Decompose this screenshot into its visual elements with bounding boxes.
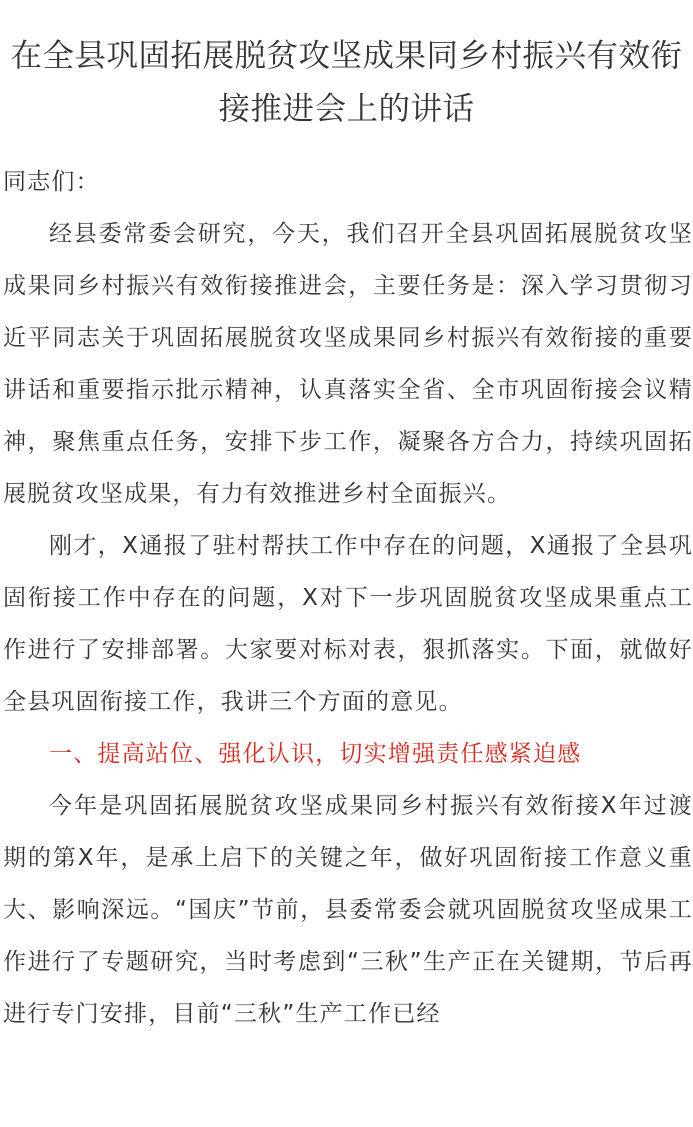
greeting: 同志们：: [3, 169, 100, 195]
section-heading: 一、提高站位、强化认识，切实增强责任感紧迫感: [49, 741, 582, 767]
speech-body: [0, 156, 693, 1040]
paragraph-intro: 经县委常委会研究，今天，我们召开全县巩固拓展脱贫攻坚成果同乡村振兴有效衔接推进会，主要任务是：深入学习贯彻习近平同志关于巩固拓展脱贫攻坚成果同乡村振兴有效衔接的重要讲话和重要指示批示精神，认真落实全省、全市巩固衔接会议精神，聚焦重点任务，安排下步工作，凝聚各方合力，持续巩固拓展脱贫攻坚成果，有力有效推进乡村全面振兴。: [3, 221, 693, 507]
section-paragraph: 今年是巩固拓展脱贫攻坚成果同乡村振兴有效衔接X年过渡期的第X年，是承上启下的关键之年，做好巩固衔接工作意义重大、影响深远。“国庆”节前，县委常委会就巩固脱贫攻坚成果工作进行了专题研究，当时考虑到“三秋”生产正在关键期，节后再进行专门安排，目前“三秋”生产工作已经: [3, 793, 693, 1027]
paragraph-summary: 刚才，X通报了驻村帮扶工作中存在的问题，X通报了全县巩固衔接工作中存在的问题，X对下一步巩固脱贫攻坚成果重点工作进行了安排部署。大家要对标对表，狠抓落实。下面，就做好全县巩固衔接工作，我讲三个方面的意见。: [3, 533, 693, 715]
document-title: 在全县巩固拓展脱贫攻坚成果同乡村振兴有效衔接推进会上的讲话: [10, 38, 683, 127]
